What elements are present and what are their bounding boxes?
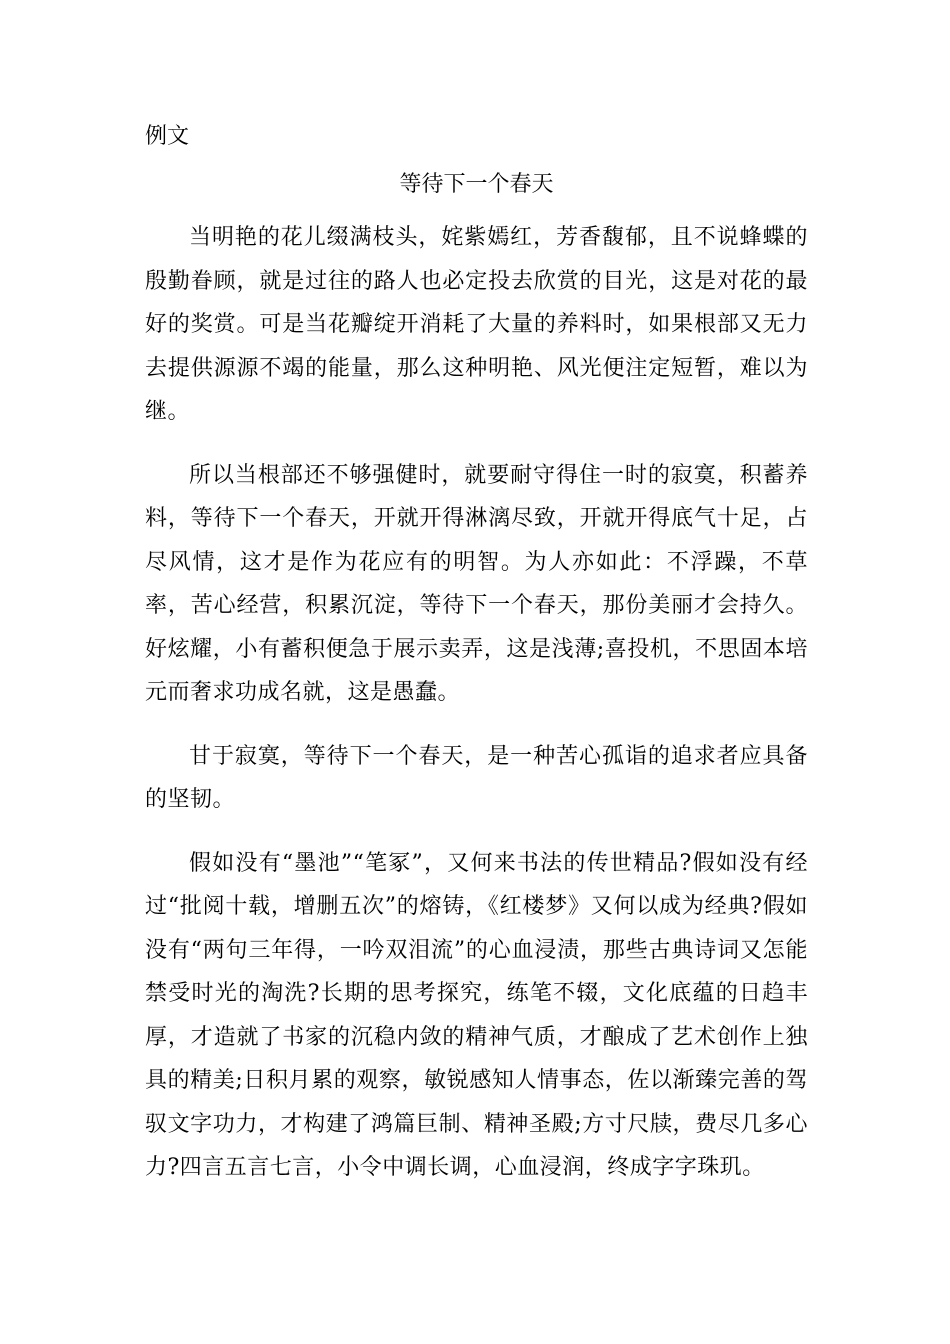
paragraph: 假如没有“墨池”“笔冢”，又何来书法的传世精品?假如没有经过“批阅十载，增删五次”的熔铸，《红楼梦》又何以成为经典?假如没有“两句三年得，一吟双泪流”的心血浸渍，那些古典诗词又怎能禁受时光的淘洗?长期的思考探究，练笔不辍，文化底蕴的日趋丰厚，才造就了书家的沉稳内敛的精神气质，才酿成了艺术创作上独具的精美;日积月累的观察，敏锐感知人情事态，佐以渐臻完善的驾驭文字功力，才构建了鸿篇巨制、精神圣殿;方寸尺牍，费尽几多心力?四言五言七言，小令中调长调，心血浸润，终成字字珠玑。 xyxy=(145,850,808,1180)
essay-title: 等待下一个春天 xyxy=(399,172,554,197)
paragraph: 当明艳的花儿缀满枝头，姹紫嫣红，芳香馥郁，且不说蜂蝶的殷勤眷顾，就是过往的路人也必定投去欣赏的目光，这是对花的最好的奖赏。可是当花瓣绽开消耗了大量的养料时，如果根部又无力去提供源源不竭的能量，那么这种明艳、风光便注定短暂，难以为继。 xyxy=(145,225,808,424)
paragraph: 甘于寂寞，等待下一个春天，是一种苦心孤诣的追求者应具备的坚韧。 xyxy=(145,743,808,812)
paragraph: 所以当根部还不够强健时，就要耐守得住一时的寂寞，积蓄养料，等待下一个春天，开就开得淋漓尽致，开就开得底气十足，占尽风情，这才是作为花应有的明智。为人亦如此：不浮躁，不草率，苦心经营，积累沉淀，等待下一个春天，那份美丽才会持久。好炫耀，小有蓄积便急于展示卖弄，这是浅薄;喜投机，不思固本培元而奢求功成名就，这是愚蠢。 xyxy=(145,462,808,705)
section-label: 例文 xyxy=(145,124,190,149)
essay-body xyxy=(145,216,808,1210)
